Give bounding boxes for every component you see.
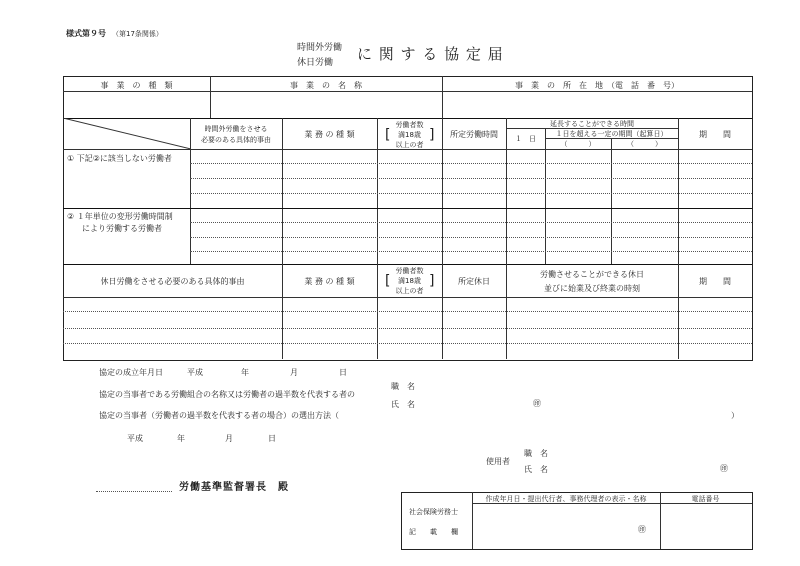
title-line2: 休日労働 xyxy=(297,58,334,68)
addressee: 労働基準監督署長 殿 xyxy=(179,482,289,493)
overtime-reason-header: 時間外労働をさせる 必要のある具体的事由 xyxy=(201,125,271,144)
one-day-header: １ 日 xyxy=(515,135,536,143)
prescribed-holiday-header: 所定休日 xyxy=(458,277,490,286)
employer-label: 使用者 xyxy=(486,457,510,466)
extendable-time-header: 延長することができる時間 xyxy=(550,120,634,128)
bracket-left-icon: [ xyxy=(385,273,391,289)
overtime-workers-over: 以上の者 xyxy=(395,141,424,149)
selection-close-paren: ） xyxy=(731,411,739,420)
employer-name-label: 氏 名 xyxy=(524,465,548,474)
paren-b: （ ） xyxy=(627,140,662,148)
submission-day: 日 xyxy=(268,434,276,443)
overtime-period-header: 期 間 xyxy=(699,130,731,139)
office-name-line xyxy=(96,491,172,492)
union-label: 協定の当事者である労働組合の名称又は労働者の過半数を代表する者の xyxy=(99,390,355,399)
union-seal-icon: ㊞ xyxy=(533,399,541,408)
business-location-header: 事 業 の 所 在 地 （電 話 番 号） xyxy=(515,81,679,90)
agreement-year: 年 xyxy=(241,368,249,377)
sharoushi-seal-icon: ㊞ xyxy=(638,525,646,534)
paren-a: （ ） xyxy=(560,140,596,148)
bracket-left-icon: [ xyxy=(385,127,391,143)
overtime-workers-age: 満18歳 xyxy=(398,131,421,139)
overtime-job-type-header: 業 務 の 種 類 xyxy=(304,130,355,139)
submission-era: 平成 xyxy=(127,434,143,443)
union-name-label: 氏 名 xyxy=(391,400,415,409)
holiday-workers-count-header: 労働者数 xyxy=(395,267,424,275)
sharoushi-label: 社会保険労務士 xyxy=(409,508,458,516)
agreement-month: 月 xyxy=(290,368,298,377)
submission-month: 月 xyxy=(225,434,233,443)
row-label-general-workers: ① 下記②に該当しない労働者 xyxy=(67,154,172,163)
union-position-label: 職 名 xyxy=(391,382,415,391)
holiday-workers-over: 以上の者 xyxy=(395,287,424,295)
holiday-period-header: 期 間 xyxy=(699,277,731,286)
agreement-era: 平成 xyxy=(187,368,203,377)
business-name-header: 事 業 の 名 称 xyxy=(290,81,362,90)
sharoushi-col3-header: 電話番号 xyxy=(691,495,720,503)
overtime-workers-count-header: 労働者数 xyxy=(395,121,424,129)
employer-seal-icon: ㊞ xyxy=(720,464,728,473)
business-type-header: 事 業 の 種 類 xyxy=(100,81,173,90)
beyond-day-header: １日を超える一定の期間（起算日） xyxy=(555,130,668,138)
bracket-right-icon: ] xyxy=(429,273,435,289)
agreement-day: 日 xyxy=(339,368,347,377)
form-number: 様式第９号 xyxy=(66,29,106,38)
row-label-variable-hours-b: により労働する労働者 xyxy=(82,224,162,233)
submission-year: 年 xyxy=(177,434,185,443)
holiday-workers-age: 満18歳 xyxy=(398,277,421,285)
title-line1: 時間外労働 xyxy=(297,43,343,53)
bracket-right-icon: ] xyxy=(429,127,435,143)
work-holiday-header-a: 労働させることができる休日 xyxy=(540,270,644,279)
employer-position-label: 職 名 xyxy=(524,449,548,458)
form-article: （第17条関係） xyxy=(112,30,163,38)
holiday-job-type-header: 業 務 の 種 類 xyxy=(304,277,355,286)
agreement-date-label: 協定の成立年月日 xyxy=(99,368,163,377)
prescribed-hours-header: 所定労働時間 xyxy=(450,130,498,139)
form-title: に 関 す る 協 定 届 xyxy=(357,45,504,63)
sharoushi-col2-header: 作成年月日・提出代行者、事務代理者の表示・名称 xyxy=(485,495,647,503)
selection-method-label: 協定の当事者（労働者の過半数を代表する者の場合）の選出方法（ xyxy=(99,411,339,420)
holiday-reason-header: 休日労働をさせる必要のある具体的事由 xyxy=(100,277,245,286)
row-label-variable-hours-a: ② １年単位の変形労働時間制 xyxy=(67,212,173,221)
work-holiday-header-b: 並びに始業及び終業の時刻 xyxy=(544,284,640,293)
sharoushi-entry-label: 記 載 欄 xyxy=(409,528,458,536)
